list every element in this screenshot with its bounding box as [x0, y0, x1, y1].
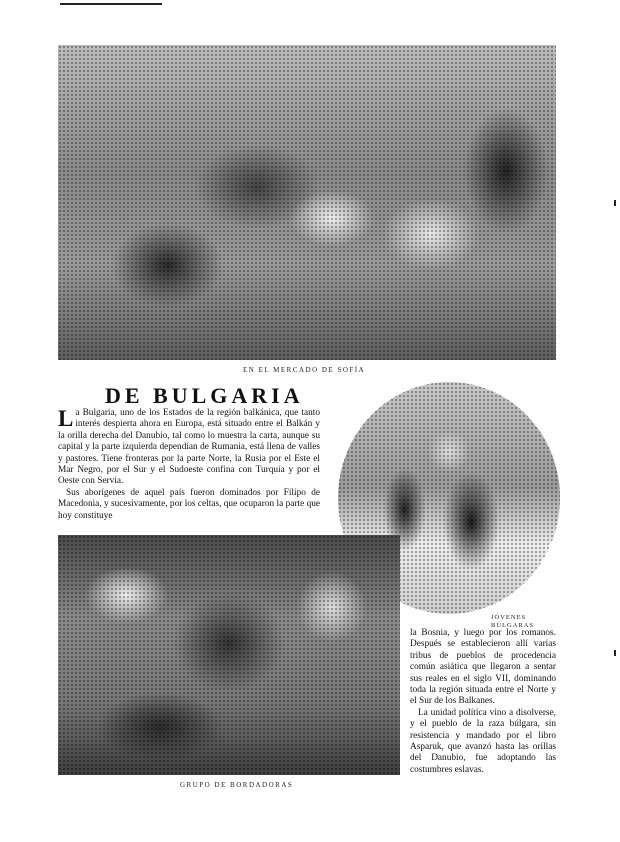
margin-mark	[614, 650, 616, 656]
market-photo	[58, 45, 556, 360]
article-column-right	[410, 628, 556, 790]
margin-mark	[614, 200, 616, 206]
article-column-left	[58, 408, 320, 528]
article-lead-paragraph	[58, 408, 320, 488]
embroiderers-photo	[58, 535, 400, 775]
article-title: DE BULGARIA	[105, 383, 304, 408]
article-paragraph: Sus aborígenes de aquel país fueron dominados por Filipo de Macedonia, y sucesivamente, por los celtas, que ocuparon la parte que hoy constituye	[58, 487, 320, 521]
article-paragraph: la Bosnia, y luego por los romanos. Después se establecieron allí varias tribus de pueblos de procedencia común asiática que llegaron a sentar sus reales en el siglo VII, dominando toda la región situada entre el Norte y el Sur de los Balkanes.	[410, 628, 556, 707]
article-paragraph: La unidad política vino a disolverse, y el pueblo de la raza búlgara, sin resistencia y mandado por el libro Asparuk, que avanzó hasta las orillas del Danubio, fue adoptando las costumbres eslavas.	[410, 707, 556, 775]
top-rule	[60, 3, 162, 5]
embroiderers-photo-caption: GRUPO DE BORDADORAS	[180, 781, 294, 789]
circle-caption-line2: BÚLGARAS	[491, 622, 535, 629]
market-photo-caption: EN EL MERCADO DE SOFÍA	[243, 366, 366, 374]
drop-cap: L	[58, 408, 74, 431]
circle-caption-line1: JÓVENES	[491, 614, 527, 621]
article-lead-text: a Bulgaria, uno de los Estados de la región balkánica, que tanto interés despierta ahora en Europa, está situado entre el Balkán y la orilla derecha del Danubio, tal como lo muestra la carta, aunque su capital y la parte izquierda dependían de Rumania, está llena de valles y pastores. Tiene fronteras por la parte Norte, la Rusia por el Este el Mar Negro, por el Sur y el Sudoeste confina con Turquía y por el Oeste con Servia.	[58, 408, 320, 487]
